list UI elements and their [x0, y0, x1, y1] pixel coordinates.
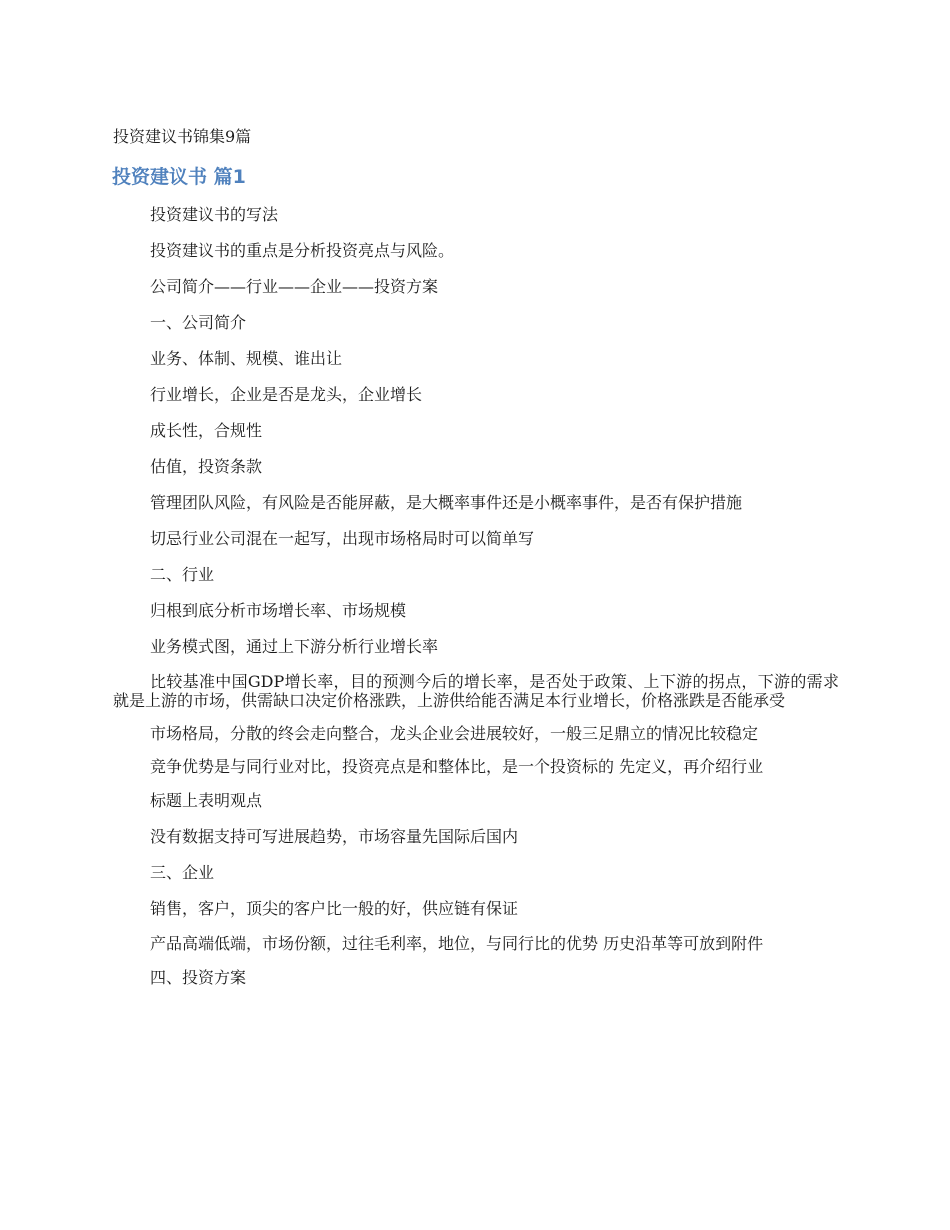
paragraph: 没有数据支持可写进展趋势，市场容量先国际后国内 [150, 827, 519, 846]
paragraph: 三、企业 [150, 863, 215, 882]
paragraph: 一、公司简介 [150, 313, 247, 332]
paragraph: 切忌行业公司混在一起写，出现市场格局时可以简单写 [150, 529, 535, 548]
paragraph: 销售，客户，顶尖的客户比一般的好，供应链有保证 [150, 899, 519, 918]
paragraph: 二、行业 [150, 565, 215, 584]
paragraph: 投资建议书的写法 [150, 205, 279, 224]
paragraph: 估值，投资条款 [150, 457, 263, 476]
paragraph: 管理团队风险，有风险是否能屏蔽，是大概率事件还是小概率事件，是否有保护措施 [150, 493, 743, 512]
paragraph: 比较基准中国GDP增长率，目的预测今后的增长率，是否处于政策、上下游的拐点，下游的需求就是上游的市场，供需缺口决定价格涨跌，上游供给能否满足本行业增长，价格涨跌是否能承受 [113, 672, 839, 710]
section-heading: 投资建议书 篇1 [112, 166, 246, 188]
paragraph: 四、投资方案 [150, 968, 247, 987]
paragraph: 业务、体制、规模、谁出让 [150, 349, 343, 368]
paragraph: 成长性，合规性 [150, 421, 263, 440]
paragraph: 竞争优势是与同行业对比，投资亮点是和整体比，是一个投资标的 先定义，再介绍行业 [150, 757, 764, 776]
document-title: 投资建议书锦集9篇 [113, 127, 252, 146]
paragraph: 归根到底分析市场增长率、市场规模 [150, 601, 407, 620]
paragraph: 产品高端低端，市场份额，过往毛利率，地位，与同行比的优势 历史沿革等可放到附件 [150, 934, 764, 953]
paragraph: 业务模式图，通过上下游分析行业增长率 [150, 637, 439, 656]
paragraph: 行业增长，企业是否是龙头，企业增长 [150, 385, 423, 404]
paragraph: 标题上表明观点 [150, 791, 263, 810]
document-body [113, 204, 839, 1003]
paragraph: 市场格局，分散的终会走向整合，龙头企业会进展较好，一般三足鼎立的情况比较稳定 [150, 724, 759, 743]
paragraph: 投资建议书的重点是分析投资亮点与风险。 [150, 241, 455, 260]
paragraph: 公司简介——行业——企业——投资方案 [150, 277, 439, 296]
